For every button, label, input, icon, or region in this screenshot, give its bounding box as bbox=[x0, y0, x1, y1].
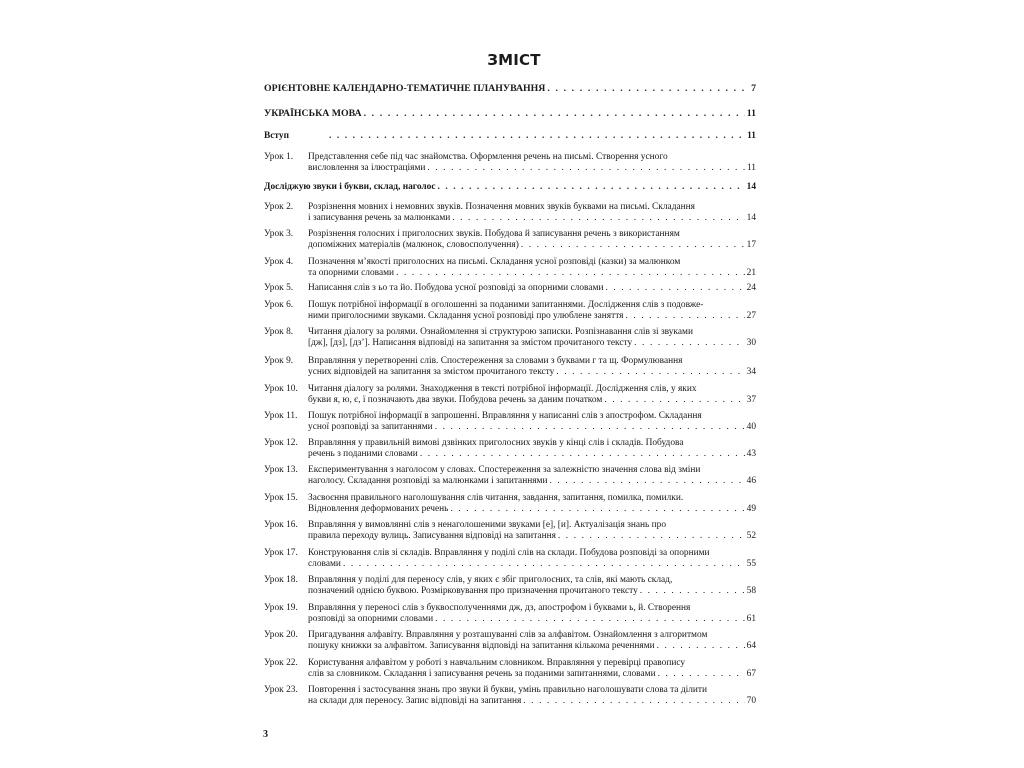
leader-dots bbox=[420, 449, 745, 460]
lesson-label: Урок 5. bbox=[264, 283, 294, 293]
toc-entry-text: Відновлення деформованих речень bbox=[308, 504, 449, 515]
toc-entry-last-line bbox=[264, 131, 756, 142]
toc-entry-last-line bbox=[308, 367, 756, 378]
toc-entry-body bbox=[308, 152, 756, 174]
toc-entry-text: [дж], [дз], [дз’]. Написання відповіді на запитання за змістом прочитаного тексту bbox=[308, 338, 633, 349]
toc-page-ref: 34 bbox=[746, 367, 756, 378]
toc-entry-text: словами bbox=[308, 559, 341, 570]
toc-entry-text-line: Повторення і застосування знань про звуки й букви, умінь правильно наголошувати слова та ділити bbox=[308, 685, 707, 695]
toc-entry-text-line: Пригадування алфавіту. Вправляння у розташуванні слів за алфавітом. Ознайомлення з алгоритмом bbox=[308, 630, 708, 640]
leader-dots bbox=[634, 338, 744, 349]
section-heading: ОРІЄНТОВНЕ КАЛЕНДАРНО-ТЕМАТИЧНЕ ПЛАНУВАННЯ bbox=[264, 83, 546, 94]
toc-page-ref: 11 bbox=[746, 163, 756, 174]
toc-entry-body bbox=[308, 257, 756, 279]
section-heading: УКРАЇНСЬКА МОВА bbox=[264, 108, 362, 119]
leader-dots bbox=[343, 559, 745, 570]
toc-entry-text: позначений однією буквою. Розмірковування про призначення прочитаного тексту bbox=[308, 586, 638, 597]
toc-page-ref: 27 bbox=[746, 311, 756, 322]
page-number: 3 bbox=[263, 729, 268, 740]
toc-entry-text-line: Читання діалогу за ролями. Ознайомлення зі структурою записки. Розпізнавання слів зі звуками bbox=[308, 327, 693, 337]
toc-entry-last-line bbox=[308, 559, 756, 570]
leader-dots bbox=[452, 213, 744, 224]
toc-entry-text-line: Представлення себе під час знайомства. Оформлення речень на письмі. Створення усного bbox=[308, 152, 668, 162]
toc-entry-last-line bbox=[308, 586, 756, 597]
leader-dots bbox=[640, 586, 745, 597]
toc-entry-last-line bbox=[264, 108, 756, 119]
toc-entry-last-line bbox=[308, 476, 756, 487]
leader-dots bbox=[523, 696, 744, 707]
leader-dots bbox=[396, 268, 745, 279]
toc-entry-body bbox=[308, 384, 756, 406]
toc-entry-body bbox=[308, 685, 756, 707]
leader-dots bbox=[550, 476, 745, 487]
toc-entry-body bbox=[264, 83, 756, 94]
lesson-label: Урок 11. bbox=[264, 411, 298, 421]
lesson-label: Урок 2. bbox=[264, 202, 294, 212]
toc-entry-last-line bbox=[308, 422, 756, 433]
lesson-label: Урок 15. bbox=[264, 493, 298, 503]
section-heading: Досліджую звуки і букви, склад, наголос bbox=[264, 182, 436, 192]
leader-dots bbox=[558, 531, 745, 542]
toc-entry-text-line: Вправляння у переносі слів з буквосполученнями дж, дз, апострофом і буквами ь, й. Створення bbox=[308, 603, 691, 613]
lesson-label: Урок 16. bbox=[264, 520, 298, 530]
toc-page-ref: 14 bbox=[746, 213, 756, 224]
toc-entry-last-line bbox=[308, 213, 756, 224]
toc-entry-body bbox=[308, 548, 756, 570]
toc-entry-body bbox=[308, 327, 756, 349]
lesson-label: Урок 19. bbox=[264, 603, 298, 613]
toc-entry-body bbox=[308, 229, 756, 251]
toc-entry-body bbox=[264, 182, 756, 193]
toc-entry-last-line bbox=[308, 641, 756, 652]
lesson-label: Урок 4. bbox=[264, 257, 294, 267]
toc-entry-text-line: Пошук потрібної інформації в оголошенні за поданими запитаннями. Дослідження слів з подовже- bbox=[308, 300, 704, 310]
toc-entry-body bbox=[308, 438, 756, 460]
toc-entry-last-line bbox=[308, 669, 756, 680]
toc-entry-last-line bbox=[308, 311, 756, 322]
toc-entry-body bbox=[308, 493, 756, 515]
toc-entry-text: на склади для переносу. Запис відповіді на запитання bbox=[308, 696, 522, 707]
leader-dots bbox=[364, 108, 745, 119]
toc-page-ref: 14 bbox=[746, 182, 756, 192]
toc-page-ref: 11 bbox=[747, 131, 756, 141]
toc-entry-text: слів за словником. Складання і записування речень за поданими запитаннями, словами bbox=[308, 669, 656, 680]
toc-entry-text-line: Розрізнення голосних і приголосних звуків. Побудова й записування речень з використанням bbox=[308, 229, 680, 239]
toc-page-ref: 24 bbox=[746, 283, 756, 293]
toc-entry-last-line bbox=[264, 182, 756, 193]
toc-entry-last-line bbox=[308, 504, 756, 515]
toc-entry-text: усної розповіді за запитаннями bbox=[308, 422, 433, 433]
toc-entry-text-line: Вправляння у поділі для переносу слів, у яких є збіг приголосних, та слів, які мають склад, bbox=[308, 575, 673, 585]
toc-entry-last-line bbox=[308, 449, 756, 460]
toc-entry-text-line: Читання діалогу за ролями. Знаходження в тексті потрібної інформації. Дослідження слів, у яких bbox=[308, 384, 697, 394]
section-heading: Вступ bbox=[264, 131, 289, 141]
leader-dots bbox=[556, 367, 744, 378]
leader-dots bbox=[658, 669, 745, 680]
toc-entry-last-line bbox=[308, 283, 756, 294]
lesson-label: Урок 22. bbox=[264, 658, 298, 668]
toc-entry-last-line bbox=[308, 696, 756, 707]
leader-dots bbox=[547, 83, 749, 94]
leader-dots bbox=[329, 131, 745, 142]
leader-dots bbox=[657, 641, 745, 652]
toc-entry-text: та опорними словами bbox=[308, 268, 395, 279]
toc-page-ref: 30 bbox=[746, 338, 756, 349]
toc-entry-text: розповіді за опорними словами bbox=[308, 614, 434, 625]
toc-entry-body bbox=[308, 465, 756, 487]
toc-page-ref: 7 bbox=[751, 83, 756, 94]
toc-page-ref: 61 bbox=[746, 614, 756, 625]
toc-entry-body bbox=[308, 520, 756, 542]
toc-entry-body bbox=[308, 411, 756, 433]
lesson-label: Урок 13. bbox=[264, 465, 298, 475]
toc-entry-text-line: Розрізнення мовних і немовних звуків. Позначення мовних звуків буквами на письмі. Складання bbox=[308, 202, 695, 212]
lesson-label: Урок 8. bbox=[264, 327, 294, 337]
toc-entry-last-line bbox=[308, 395, 756, 406]
leader-dots bbox=[521, 240, 745, 251]
toc-page-ref: 70 bbox=[746, 696, 756, 707]
toc-entry-text-line: Вправляння у вимовлянні слів з ненаголошеними звуками [е], [и]. Актуалізація знань про bbox=[308, 520, 667, 530]
toc-entry-body bbox=[264, 131, 756, 142]
leader-dots bbox=[435, 614, 745, 625]
leader-dots bbox=[604, 395, 744, 406]
toc-entry-text: правила переходу вулиць. Записування відповіді на запитання bbox=[308, 531, 556, 542]
toc-entry-last-line bbox=[308, 268, 756, 279]
lesson-label: Урок 12. bbox=[264, 438, 298, 448]
toc-page-ref: 11 bbox=[746, 108, 756, 119]
toc-entry-body bbox=[264, 108, 756, 119]
toc-entry-body bbox=[308, 658, 756, 680]
toc-page-ref: 55 bbox=[746, 559, 756, 570]
lesson-label: Урок 10. bbox=[264, 384, 298, 394]
toc-entry-text-line: Позначення м’якості приголосних на письмі. Складання усної розповіді (казки) за малюнком bbox=[308, 257, 681, 267]
toc-entry-last-line bbox=[308, 163, 756, 174]
lesson-label: Урок 23. bbox=[264, 685, 298, 695]
leader-dots bbox=[427, 163, 745, 174]
toc-entry-last-line bbox=[308, 531, 756, 542]
toc-entry-last-line bbox=[308, 338, 756, 349]
toc-entry-text: наголосу. Складання розповіді за малюнками і запитаннями bbox=[308, 476, 548, 487]
lesson-label: Урок 1. bbox=[264, 152, 294, 162]
toc-entry-text: Написання слів з ьо та йо. Побудова усної розповіді за опорними словами bbox=[308, 283, 604, 293]
toc-page-ref: 40 bbox=[746, 422, 756, 433]
lesson-label: Урок 3. bbox=[264, 229, 294, 239]
toc-entry-body bbox=[308, 283, 756, 294]
toc-entry-text: допоміжних матеріалів (малюнок, словосполучення) bbox=[308, 240, 519, 251]
toc-entry-text-line: Конструювання слів зі складів. Вправляння у поділі слів на склади. Побудова розповіді за опорними bbox=[308, 548, 710, 558]
lesson-label: Урок 17. bbox=[264, 548, 298, 558]
toc-page-ref: 58 bbox=[746, 586, 756, 597]
toc-page-ref: 64 bbox=[746, 641, 756, 652]
toc-entry-text-line: Засвоєння правильного наголошування слів читання, завдання, запитання, помилка, помилки. bbox=[308, 493, 684, 503]
toc-page-ref: 37 bbox=[746, 395, 756, 406]
leader-dots bbox=[626, 311, 745, 322]
toc-title: ЗМІСТ bbox=[487, 51, 541, 69]
toc-entry-last-line bbox=[308, 240, 756, 251]
toc-entry-body bbox=[308, 300, 756, 322]
lesson-label: Урок 20. bbox=[264, 630, 298, 640]
toc-entry-text: букви я, ю, є, ї позначають два звуки. Побудова речень за даним початком bbox=[308, 395, 603, 406]
toc-entry-text-line: Користування алфавітом у роботі з навчальним словником. Вправляння у перевірці правопису bbox=[308, 658, 686, 668]
toc-entry-text-line: Пошук потрібної інформації в запрошенні. Вправляння у написанні слів з апострофом. Складання bbox=[308, 411, 702, 421]
toc-entry-text: речень з поданими словами bbox=[308, 449, 418, 460]
leader-dots bbox=[438, 182, 745, 193]
toc-page-ref: 52 bbox=[746, 531, 756, 542]
lesson-label: Урок 18. bbox=[264, 575, 298, 585]
toc-entry-last-line bbox=[264, 83, 756, 94]
toc-entry-body bbox=[308, 575, 756, 597]
toc-page-ref: 21 bbox=[746, 268, 756, 279]
toc-page-ref: 49 bbox=[746, 504, 756, 515]
toc-entry-text: ними приголосними звуками. Складання усної розповіді про улюблене заняття bbox=[308, 311, 624, 322]
toc-entry-text: пошуку книжки за алфавітом. Записування відповіді на запитання кількома реченнями bbox=[308, 641, 655, 652]
toc-page-ref: 17 bbox=[746, 240, 756, 251]
toc-entry-text: і записування речень за малюнками bbox=[308, 213, 451, 224]
toc-entry-body bbox=[308, 356, 756, 378]
toc-entry-body bbox=[308, 202, 756, 224]
toc-page-ref: 43 bbox=[746, 449, 756, 460]
toc-entry-body bbox=[308, 603, 756, 625]
lesson-label: Урок 6. bbox=[264, 300, 294, 310]
toc-entry-text: висловлення за ілюстраціями bbox=[308, 163, 426, 174]
toc-page-ref: 46 bbox=[746, 476, 756, 487]
toc-entry-text-line: Вправляння у правильній вимові дзвінких приголосних звуків у кінці слів і складів. Побудова bbox=[308, 438, 684, 448]
leader-dots bbox=[605, 283, 744, 294]
toc-page-ref: 67 bbox=[746, 669, 756, 680]
toc-entry-text-line: Експериментування з наголосом у словах. Спостереження за залежністю значення слова від зміни bbox=[308, 465, 701, 475]
toc-entry-text: усних відповідей на запитання за змістом прочитаного тексту bbox=[308, 367, 555, 378]
toc-entry-last-line bbox=[308, 614, 756, 625]
lesson-label: Урок 9. bbox=[264, 356, 294, 366]
toc-entry-body bbox=[308, 630, 756, 652]
toc-entry-text-line: Вправляння у перетворенні слів. Спостереження за словами з буквами г та щ. Формулювання bbox=[308, 356, 683, 366]
leader-dots bbox=[450, 504, 744, 515]
leader-dots bbox=[435, 422, 745, 433]
